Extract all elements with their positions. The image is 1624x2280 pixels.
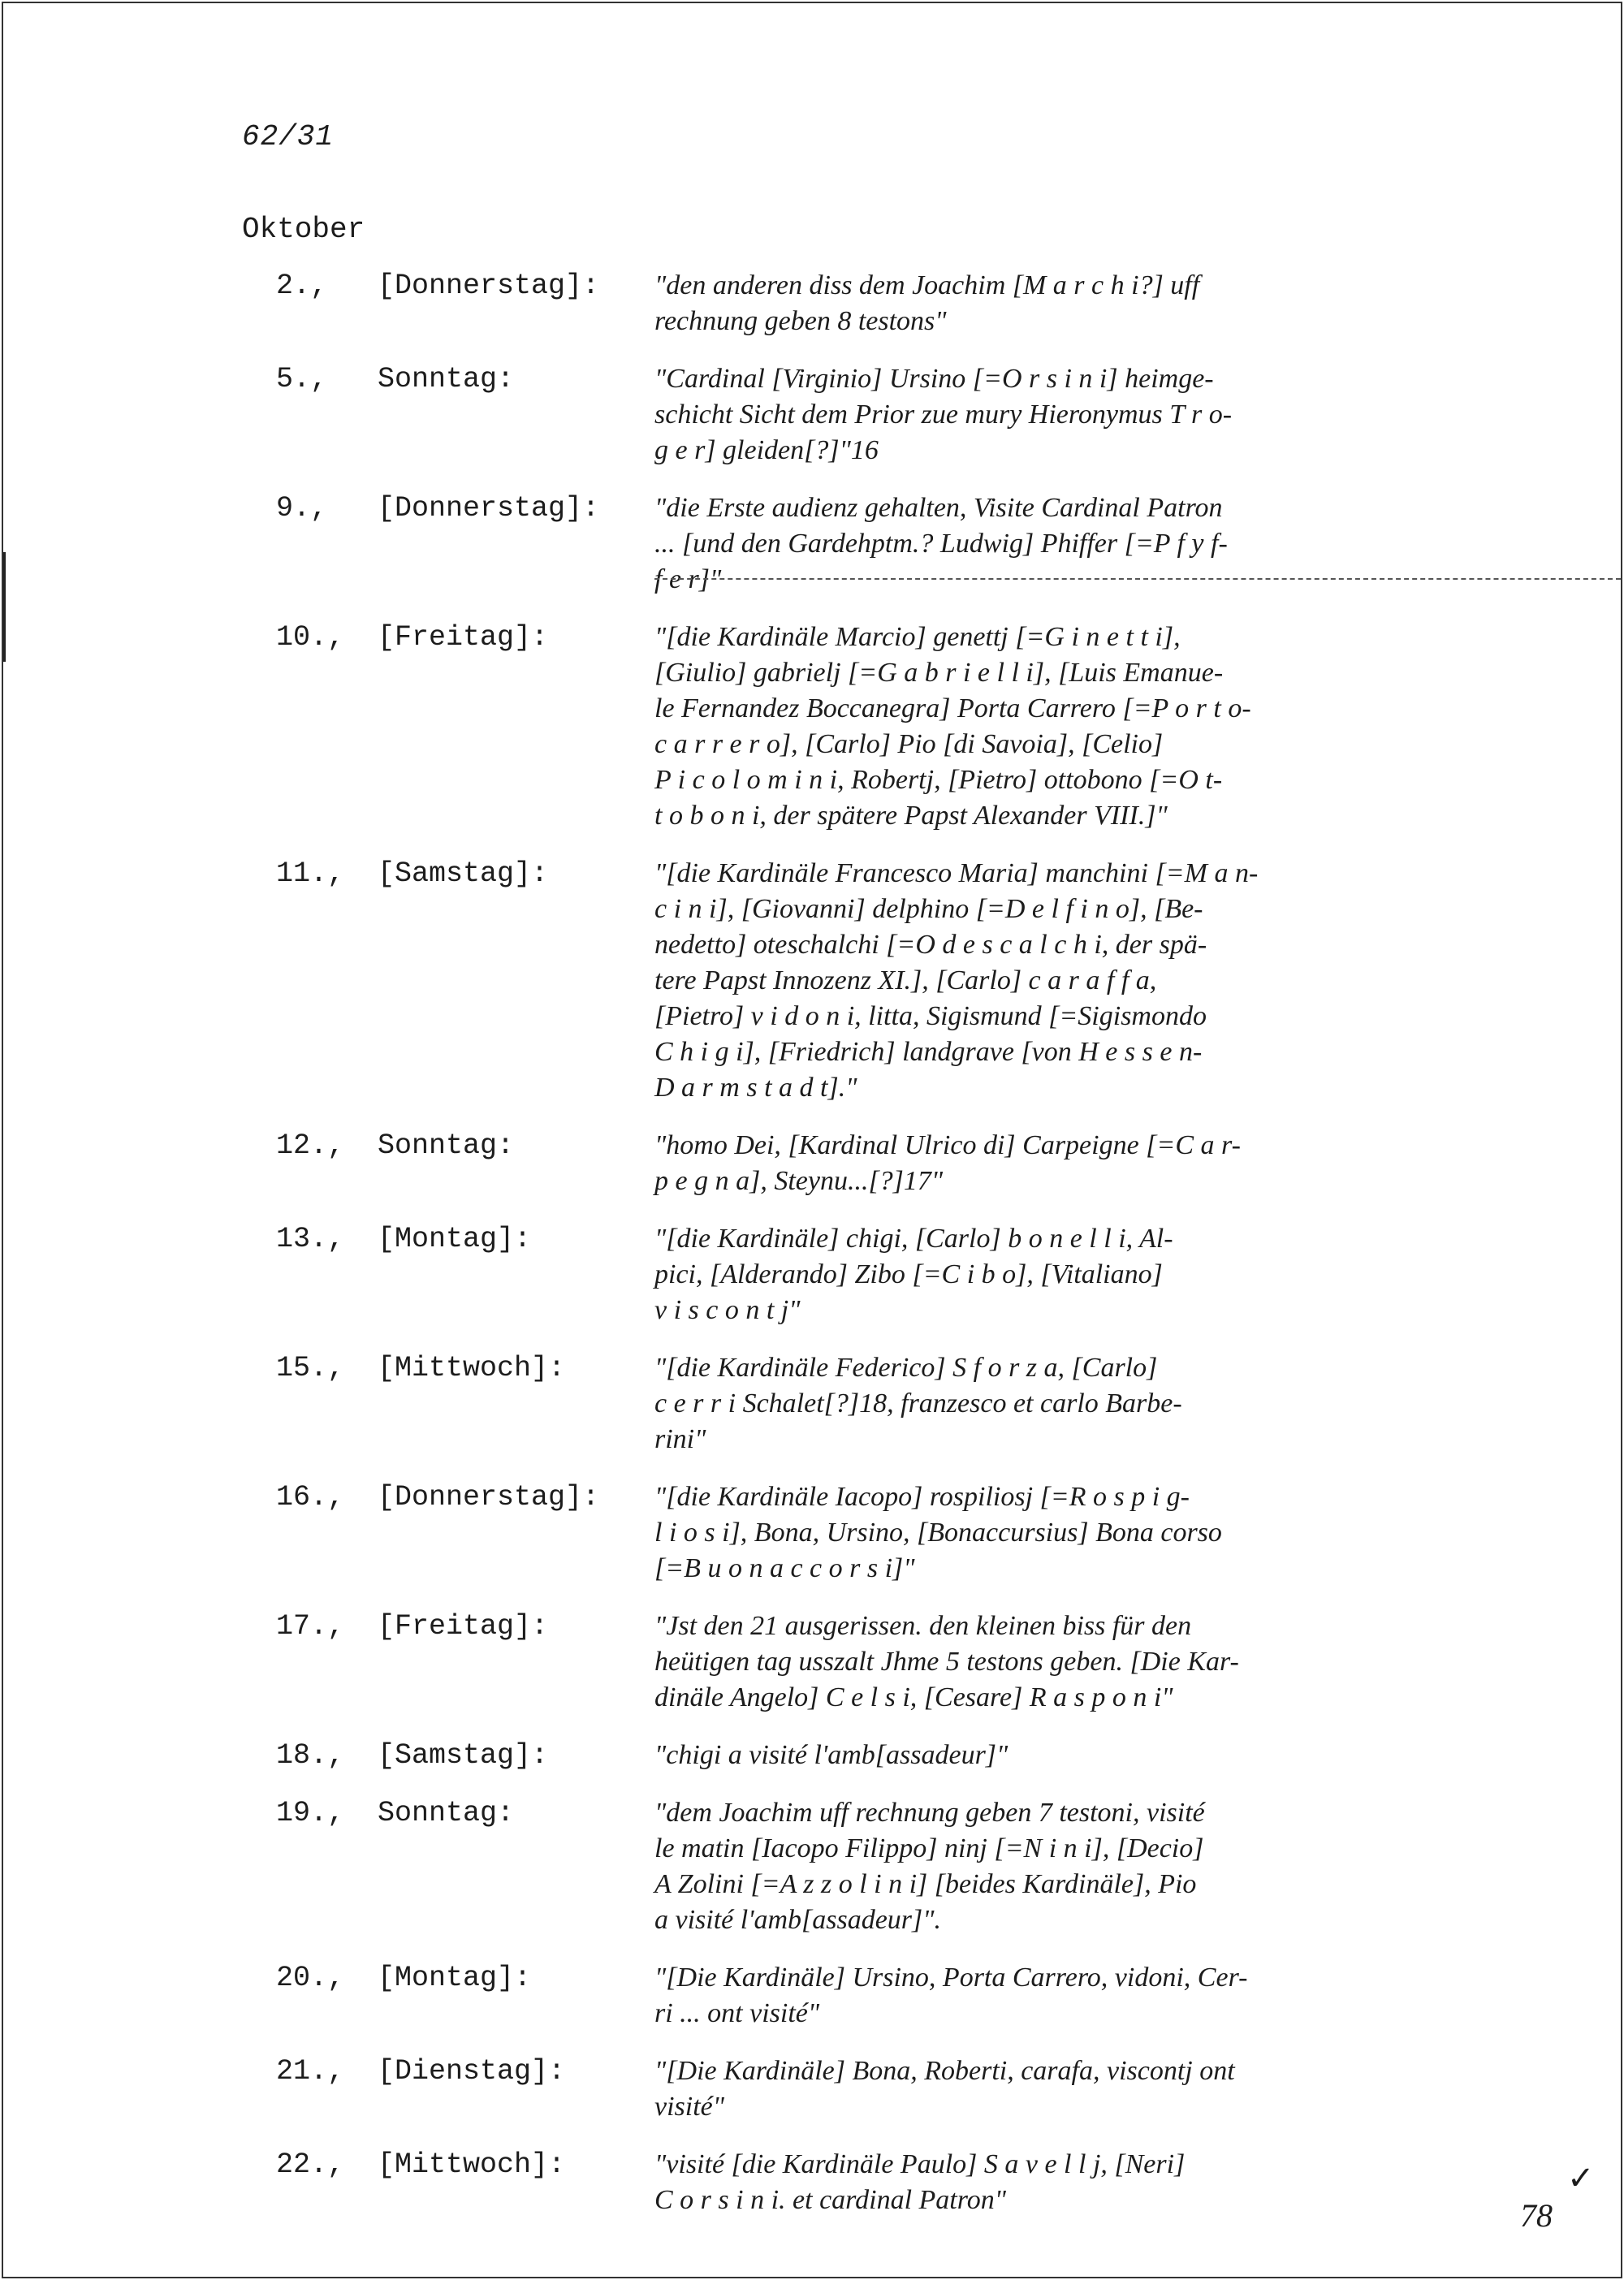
entry-text-line: "[die Kardinäle Marcio] genettj [=G i n e t t i], [654,622,1181,652]
entry-date: 13., [276,1223,345,1255]
entry-text-line: "[die Kardinäle] chigi, [Carlo] b o n e l l i, Al- [654,1224,1173,1254]
entry-text-line: C h i g i], [Friedrich] landgrave [von H e s s e n- [654,1037,1203,1067]
entry-text-line: [Giulio] gabrielj [=G a b r i e l l i], [Luis Emanue- [654,658,1224,688]
entry-text [654,1350,1515,1457]
entry-text-line: a visité l'amb[assadeur]". [654,1905,942,1935]
entry-text-line: "[Die Kardinäle] Bona, Roberti, carafa, viscontj ont [654,2056,1235,2086]
entry-text-line: P i c o l o m i n i, Robertj, [Pietro] ottobono [=O t- [654,765,1223,795]
entry-text [654,1738,1515,1773]
entry-text-line: pici, [Alderando] Zibo [=C i b o], [Vitaliano] [654,1259,1163,1289]
entry-date: 16., [276,1481,345,1514]
entry-text-line: nedetto] oteschalchi [=O d e s c a l c h i, der spä- [654,930,1207,960]
diary-entry [0,1128,1624,1199]
entry-text-line: c e r r i Schalet[?]18, franzesco et carlo Barbe- [654,1388,1182,1419]
entry-weekday: [Mittwoch]: [378,1352,566,1384]
entry-weekday: Sonntag: [378,1797,515,1829]
diary-entry [0,361,1624,469]
entry-text-line: l i o s i], Bona, Ursino, [Bonaccursius] Bona corso [654,1518,1222,1548]
entry-text [654,1128,1515,1199]
entry-text-line: c i n i], [Giovanni] delphino [=D e l f i n o], [Be- [654,894,1203,924]
entry-text-line: f e r]" [654,564,722,594]
entry-text-line: "[die Kardinäle Federico] S f o r z a, [Carlo] [654,1353,1158,1383]
entry-text [654,2147,1515,2218]
entry-text-line: rechnung geben 8 testons" [654,306,947,336]
entry-text [654,1960,1515,2032]
entry-weekday: [Freitag]: [378,1610,549,1643]
entry-date: 2., [276,270,328,302]
entry-text [654,1609,1515,1716]
entry-text-line: ri ... ont visité" [654,1998,820,2028]
entry-date: 22., [276,2148,345,2181]
entry-text-line: [Pietro] v i d o n i, litta, Sigismund [=Sigismondo [654,1001,1207,1031]
diary-entry [0,1738,1624,1773]
entry-text [654,490,1515,598]
entry-text-line: le matin [Iacopo Filippo] ninj [=N i n i], [Decio] [654,1833,1204,1863]
entry-text [654,1221,1515,1328]
entry-date: 9., [276,492,328,525]
entry-text-line: heütigen tag usszalt Jhme 5 testons geben. [Die Kar- [654,1647,1239,1677]
entry-text-line: ... [und den Gardehptm.? Ludwig] Phiffer [=P f y f- [654,529,1228,559]
diary-entry [0,1960,1624,2032]
diary-entry [0,2053,1624,2125]
diary-entry [0,620,1624,834]
entry-text-line: "[die Kardinäle Iacopo] rospiliosj [=R o s p i g- [654,1482,1190,1512]
diary-entry [0,1221,1624,1328]
entry-text-line: v i s c o n t j" [654,1295,801,1325]
diary-entry [0,1795,1624,1938]
entry-text-line: p e g n a], Steynu...[?]17" [654,1166,944,1196]
entry-text-line: "[Die Kardinäle] Ursino, Porta Carrero, vidoni, Cer- [654,1963,1248,1993]
check-mark: ✓ [1567,2160,1595,2197]
entry-text [654,620,1515,834]
month-heading: Oktober [242,213,365,246]
entry-text-line: C o r s i n i. et cardinal Patron" [654,2185,1006,2215]
entry-text [654,2053,1515,2125]
entry-date: 21., [276,2055,345,2088]
entry-date: 18., [276,1739,345,1772]
entry-text-line: "homo Dei, [Kardinal Ulrico di] Carpeigne [=C a r- [654,1130,1241,1160]
entry-text-line: D a r m s t a d t]." [654,1073,857,1103]
entry-date: 20., [276,1962,345,1994]
entry-text-line: "visité [die Kardinäle Paulo] S a v e l l j, [Neri] [654,2149,1186,2179]
entry-text-line: A Zolini [=A z z o l i n i] [beides Kardinäle], Pio [654,1869,1197,1899]
diary-entry [0,268,1624,339]
entry-text [654,361,1515,469]
entry-text-line: [=B u o n a c c o r s i]" [654,1553,915,1583]
entry-date: 11., [276,857,345,890]
entry-text-line: schicht Sicht dem Prior zue mury Hieronymus T r o- [654,399,1233,430]
entry-text-line: dinäle Angelo] C e l s i, [Cesare] R a s p o n i" [654,1682,1173,1712]
entry-weekday: [Donnerstag]: [378,492,600,525]
entry-text-line: tere Papst Innozenz XI.], [Carlo] c a r a f f a, [654,965,1157,995]
entry-text-line: rini" [654,1424,706,1454]
entry-text-line: "die Erste audienz gehalten, Visite Cardinal Patron [654,493,1223,523]
entry-weekday: [Montag]: [378,1223,532,1255]
entry-weekday: [Donnerstag]: [378,270,600,302]
entry-weekday: [Donnerstag]: [378,1481,600,1514]
entry-weekday: [Freitag]: [378,621,549,654]
entry-text-line: "[die Kardinäle Francesco Maria] manchini [=M a n- [654,858,1259,888]
entry-weekday: Sonntag: [378,363,515,395]
document-reference: 62/31 [242,120,335,153]
entry-text-line: visité" [654,2092,725,2122]
diary-entries [0,268,1624,2240]
entry-weekday: [Dienstag]: [378,2055,566,2088]
entry-text [654,856,1515,1106]
entry-weekday: Sonntag: [378,1129,515,1162]
entry-date: 12., [276,1129,345,1162]
entry-text-line: t o b o n i, der spätere Papst Alexander VIII.]" [654,801,1168,831]
diary-entry [0,2147,1624,2218]
entry-weekday: [Samstag]: [378,1739,549,1772]
entry-date: 5., [276,363,328,395]
entry-text [654,1795,1515,1938]
entry-text-line: c a r r e r o], [Carlo] Pio [di Savoia], [Celio] [654,729,1164,759]
entry-weekday: [Samstag]: [378,857,549,890]
entry-weekday: [Mittwoch]: [378,2148,566,2181]
entry-date: 19., [276,1797,345,1829]
entry-text-line: "dem Joachim uff rechnung geben 7 testoni, visité [654,1798,1205,1828]
entry-text [654,1479,1515,1587]
page-number-mark: 78 [1520,2197,1553,2234]
dashed-rule [654,578,1621,580]
diary-entry [0,856,1624,1106]
entry-text [654,268,1515,339]
entry-text-line: le Fernandez Boccanegra] Porta Carrero [=P o r t o- [654,693,1251,723]
entry-text-line: g e r] gleiden[?]"16 [654,435,879,465]
diary-entry [0,1479,1624,1587]
entry-date: 15., [276,1352,345,1384]
entry-weekday: [Montag]: [378,1962,532,1994]
entry-text-line: "Jst den 21 ausgerissen. den kleinen biss für den [654,1611,1192,1641]
entry-date: 10., [276,621,345,654]
entry-text-line: "den anderen diss dem Joachim [M a r c h i?] uff [654,270,1200,300]
diary-entry [0,1350,1624,1457]
entry-text-line: "chigi a visité l'amb[assadeur]" [654,1740,1009,1770]
diary-entry [0,490,1624,598]
entry-text-line: "Cardinal [Virginio] Ursino [=O r s i n i] heimge- [654,364,1214,394]
entry-date: 17., [276,1610,345,1643]
diary-entry [0,1609,1624,1716]
